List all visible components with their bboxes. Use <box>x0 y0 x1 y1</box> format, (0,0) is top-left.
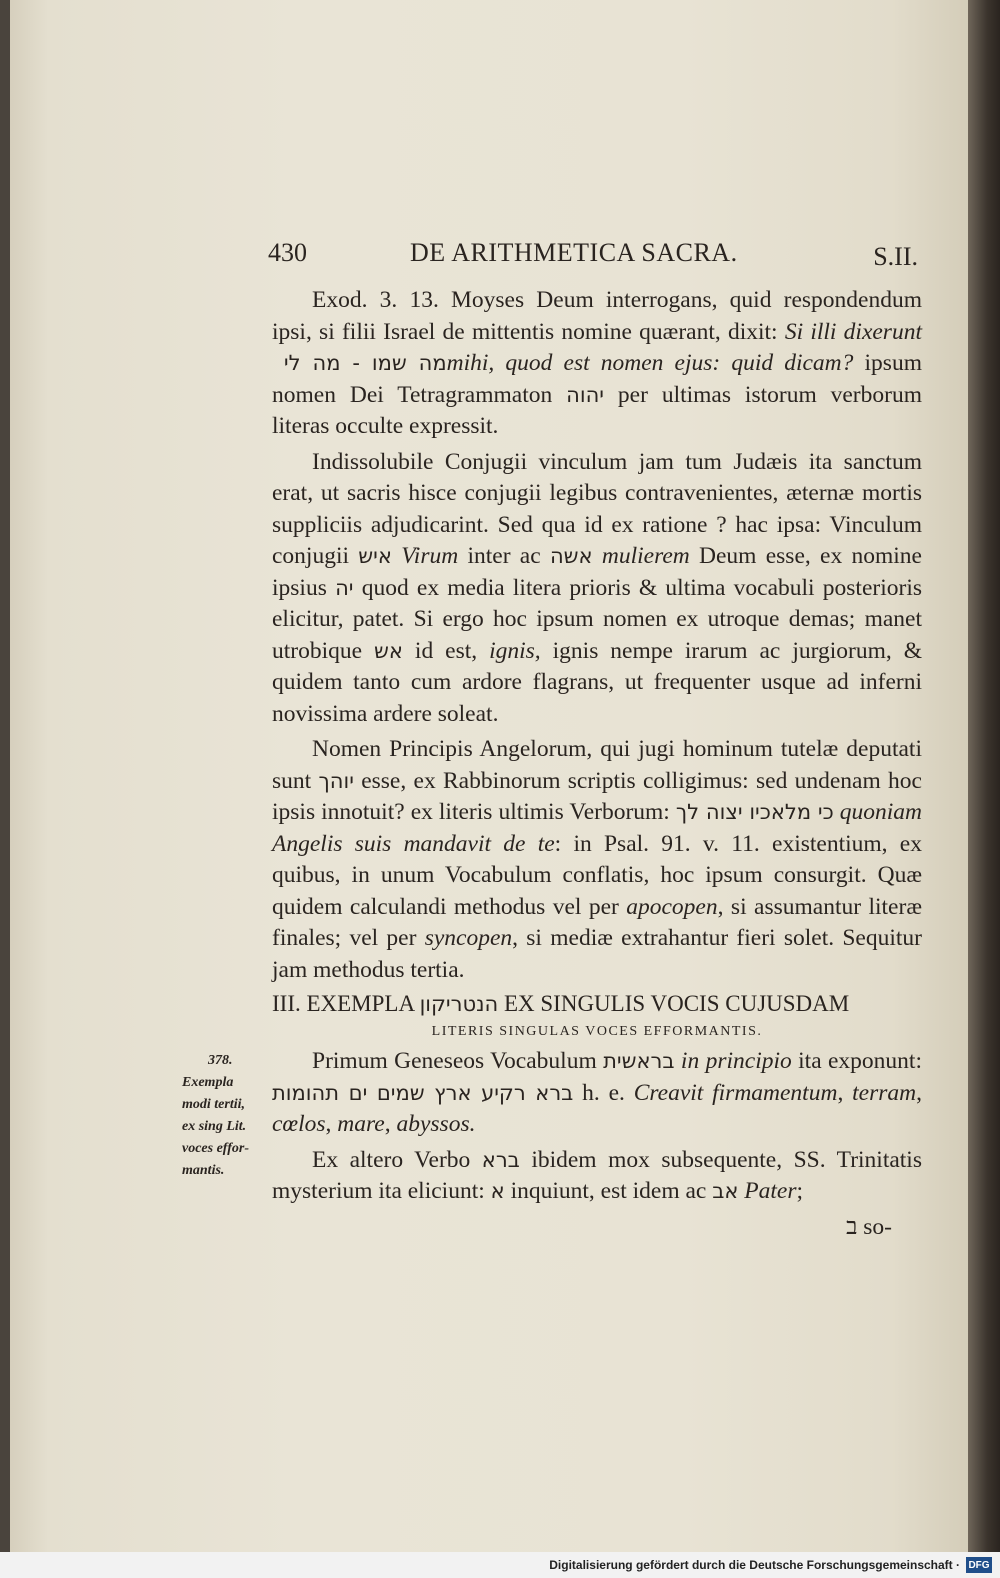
text-run: quod ex media litera prioris & ultima vocabuli posterioris elicitur, patet. Si ergo hoc ipsum nomen ex utroque demas; manet utrobique <box>272 574 922 664</box>
text-run: ita exponunt: <box>791 1048 922 1074</box>
text-run: per ultimas istorum verborum literas occulte expressit. <box>272 381 922 439</box>
hebrew-text: ברא <box>481 1147 520 1172</box>
italic-text: in principio <box>674 1048 792 1074</box>
text-run: esse, ex Rabbinorum scriptis colligimus: sed undenam hoc ipsis innotuit? ex literis ultimis Verborum: <box>272 767 922 825</box>
italic-text: Pater <box>738 1178 797 1204</box>
text-run: , <box>916 1079 922 1106</box>
hebrew-text: יה <box>335 575 354 600</box>
italic-text: Si illi dixerunt <box>784 318 922 345</box>
marginal-line: voces effor- <box>182 1141 249 1156</box>
text-run: , si mediæ extrahantur fieri solet. Sequitur jam methodus tertia. <box>272 925 923 983</box>
text-run: , si assumantur literæ finales; vel per <box>272 893 922 951</box>
page-number: 430 <box>268 238 307 267</box>
italic-text: ignis, <box>489 637 541 664</box>
text-run: id est, <box>402 637 490 664</box>
text-run: ibidem mox subsequente, SS. Trinitatis mysterium ita eliciunt: <box>272 1146 922 1204</box>
text-run: Primum Geneseos Vocabulum <box>312 1048 604 1074</box>
text-run: inter ac <box>458 543 550 569</box>
dfg-logo: DFG <box>966 1557 992 1573</box>
italic-text: terram <box>852 1079 917 1106</box>
text-run: : in Psal. 91. v. 11. existentium, ex quibus, in unum Vocabulum conflatis, hoc ipsum consurgit. Quæ quidem calculandi methodus vel per <box>272 830 922 920</box>
italic-text: cœlos <box>272 1111 326 1137</box>
text-run: ignis nempe irarum ac jurgiorum, & quidem tanto cum ardore flagrans, ut frequenter usque ad inferni novissima ardere soleat. <box>272 637 922 727</box>
hebrew-text: אב <box>712 1179 739 1203</box>
running-header <box>268 238 918 278</box>
text-run: ipsum nomen Dei Tetragrammaton <box>272 350 922 408</box>
italic-text: mare <box>337 1111 385 1137</box>
paragraph-group-1 <box>272 285 922 986</box>
hebrew-text: א <box>490 1179 505 1203</box>
text-run: Ex altero Verbo <box>312 1146 482 1173</box>
paragraph <box>272 1145 922 1208</box>
section-heading <box>272 990 922 1018</box>
hebrew-text: אשה <box>549 544 593 568</box>
hebrew-text: מה שמו - מה לי <box>272 351 447 375</box>
italic-text: Virum <box>391 543 459 569</box>
italic-text: abyssos. <box>396 1111 476 1137</box>
hebrew-text: כי מלאכיו יצוה לך <box>675 800 834 824</box>
text-run: ; <box>796 1178 804 1204</box>
italic-text: mulierem <box>592 543 690 569</box>
paragraph-group-2 <box>272 1046 922 1208</box>
footer-credit: Digitalisierung gefördert durch die Deutsche Forschungsgemeinschaft · <box>549 1558 960 1572</box>
hebrew-text: יוהך <box>318 768 354 793</box>
marginal-line: mantis. <box>182 1163 225 1178</box>
italic-text: Creavit firmamentum <box>633 1079 838 1106</box>
text-run: Exod. 3. 13. Moyses Deum interrogans, quid respondendum ipsi, si filii Israel de mittentis nomine quærant, dixit: <box>272 287 922 345</box>
hebrew-text: איש <box>358 544 392 568</box>
heading-part: EX SINGULIS VOCIS CUJUSDAM <box>498 991 850 1016</box>
footer-bar <box>0 1552 1000 1578</box>
text-run: , <box>837 1079 853 1106</box>
marginal-line: Exempla <box>182 1075 234 1090</box>
italic-text: quoniam Angelis suis mandavit de te <box>272 799 923 857</box>
catchword: ב so- <box>846 1213 892 1240</box>
hebrew-text: בראשית <box>603 1049 675 1073</box>
text-run: Nomen Principis Angelorum, qui jugi hominum tutelæ deputati sunt <box>272 736 922 794</box>
paragraph <box>272 1046 922 1141</box>
paragraph <box>272 447 922 731</box>
body-text <box>272 285 922 1247</box>
section-subheading: LITERIS SINGULAS VOCES EFFORMANTIS. <box>431 1024 763 1039</box>
marginal-line: modi tertii, <box>182 1097 245 1112</box>
marginal-note <box>182 1050 272 1182</box>
marginal-line: ex sing Lit. <box>182 1119 247 1134</box>
hebrew-text: יהוה <box>566 382 604 407</box>
hebrew-text: ברא רקיע ארץ שמים ים תהומות <box>272 1080 574 1105</box>
book-spine <box>968 0 1000 1552</box>
heading-part: III. EXEMPLA <box>272 991 420 1016</box>
paragraph <box>272 734 922 986</box>
heading-hebrew: הנטריקון <box>419 992 499 1016</box>
text-run: Deum esse, ex nomine ipsius <box>272 543 922 601</box>
text-run: inquiunt, est idem ac <box>504 1178 713 1204</box>
book-page <box>10 0 970 1552</box>
text-run: , <box>325 1111 338 1137</box>
text-run: h. e. <box>573 1079 634 1106</box>
italic-text: mihi, quod est nomen ejus: quid dicam? <box>446 350 854 376</box>
running-title: DE ARITHMETICA SACRA. <box>410 238 738 267</box>
hebrew-text: אש <box>374 638 403 663</box>
text-run: Indissolubile Conjugii vinculum jam tum Judæis ita sanctum erat, ut sacris hisce conjugii legibus contravenientes, æternæ mortis suppliciis adjudicarint. Sed qua id ex ratione ? hac ipsa: Vinculum conjugii <box>272 448 922 569</box>
paragraph <box>272 285 922 443</box>
text-run: , <box>384 1111 397 1137</box>
italic-text: syncopen <box>424 925 513 951</box>
section-label: S.II. <box>873 242 918 271</box>
marginal-number: 378. <box>208 1053 233 1068</box>
italic-text: apocopen <box>626 893 718 920</box>
